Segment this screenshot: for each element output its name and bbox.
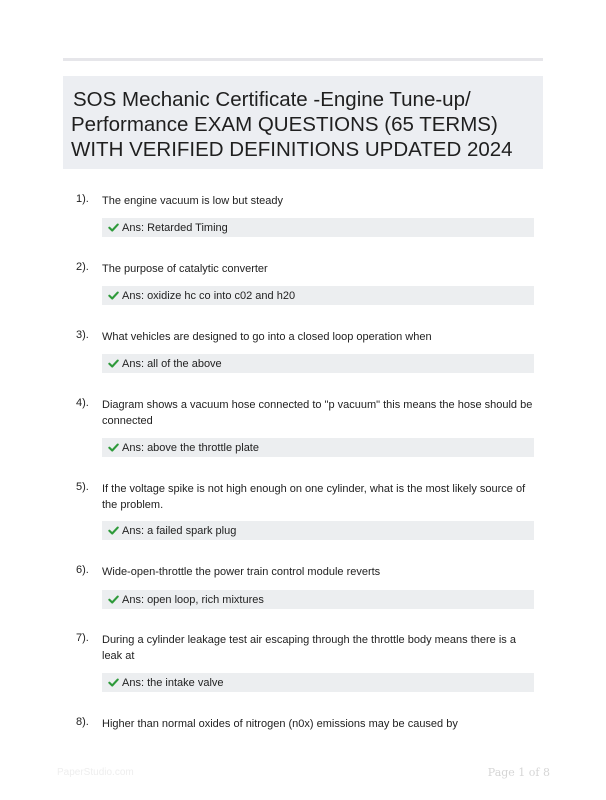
answer-text: Ans: oxidize hc co into c02 and h20 <box>122 289 296 302</box>
title-line-2: Performance EXAM QUESTIONS (65 TERMS) <box>71 113 498 136</box>
question-text: During a cylinder leakage test air escaping through the throttle body means there is a leak at <box>102 634 516 662</box>
document-title <box>63 76 543 169</box>
title-line-1: SOS Mechanic Certificate -Engine Tune-up/ <box>73 88 471 111</box>
question-number: 8). <box>76 716 89 728</box>
question-number: 7). <box>76 632 89 644</box>
answer-text: Ans: all of the above <box>122 357 222 370</box>
answer-box <box>102 218 534 237</box>
answer-text: Ans: a failed spark plug <box>122 524 237 537</box>
answer-box <box>102 590 534 609</box>
footer-watermark: PaperStudio.com <box>57 767 134 778</box>
answer-box <box>102 354 534 373</box>
question-text: What vehicles are designed to go into a closed loop operation when <box>102 331 432 343</box>
question-number: 6). <box>76 564 89 576</box>
check-icon <box>108 222 119 233</box>
check-icon <box>108 290 119 301</box>
question-number: 4). <box>76 397 89 409</box>
question-number: 3). <box>76 329 89 341</box>
answer-box <box>102 286 534 305</box>
check-icon <box>108 442 119 453</box>
question-text: Wide-open-throttle the power train control module reverts <box>102 566 381 578</box>
question-text: The engine vacuum is low but steady <box>102 195 283 207</box>
check-icon <box>108 525 119 536</box>
top-divider <box>63 58 543 61</box>
answer-box <box>102 521 534 540</box>
answer-text: Ans: Retarded Timing <box>122 221 228 234</box>
question-number: 1). <box>76 193 89 205</box>
question-text: If the voltage spike is not high enough on one cylinder, what is the most likely source of the problem. <box>102 483 526 511</box>
title-line-3: WITH VERIFIED DEFINITIONS UPDATED 2024 <box>71 138 513 161</box>
answer-text: Ans: above the throttle plate <box>122 441 259 454</box>
question-text: The purpose of catalytic converter <box>102 263 268 275</box>
answer-text: Ans: open loop, rich mixtures <box>122 593 264 606</box>
check-icon <box>108 677 119 688</box>
question-number: 5). <box>76 481 89 493</box>
question-number: 2). <box>76 261 89 273</box>
answer-box <box>102 438 534 457</box>
page-number: Page 1 of 8 <box>487 766 550 779</box>
answer-box <box>102 673 534 692</box>
question-text: Higher than normal oxides of nitrogen (n0x) emissions may be caused by <box>102 718 458 730</box>
check-icon <box>108 358 119 369</box>
check-icon <box>108 594 119 605</box>
question-text: Diagram shows a vacuum hose connected to "p vacuum" this means the hose should be connected <box>102 399 533 427</box>
answer-text: Ans: the intake valve <box>122 676 224 689</box>
